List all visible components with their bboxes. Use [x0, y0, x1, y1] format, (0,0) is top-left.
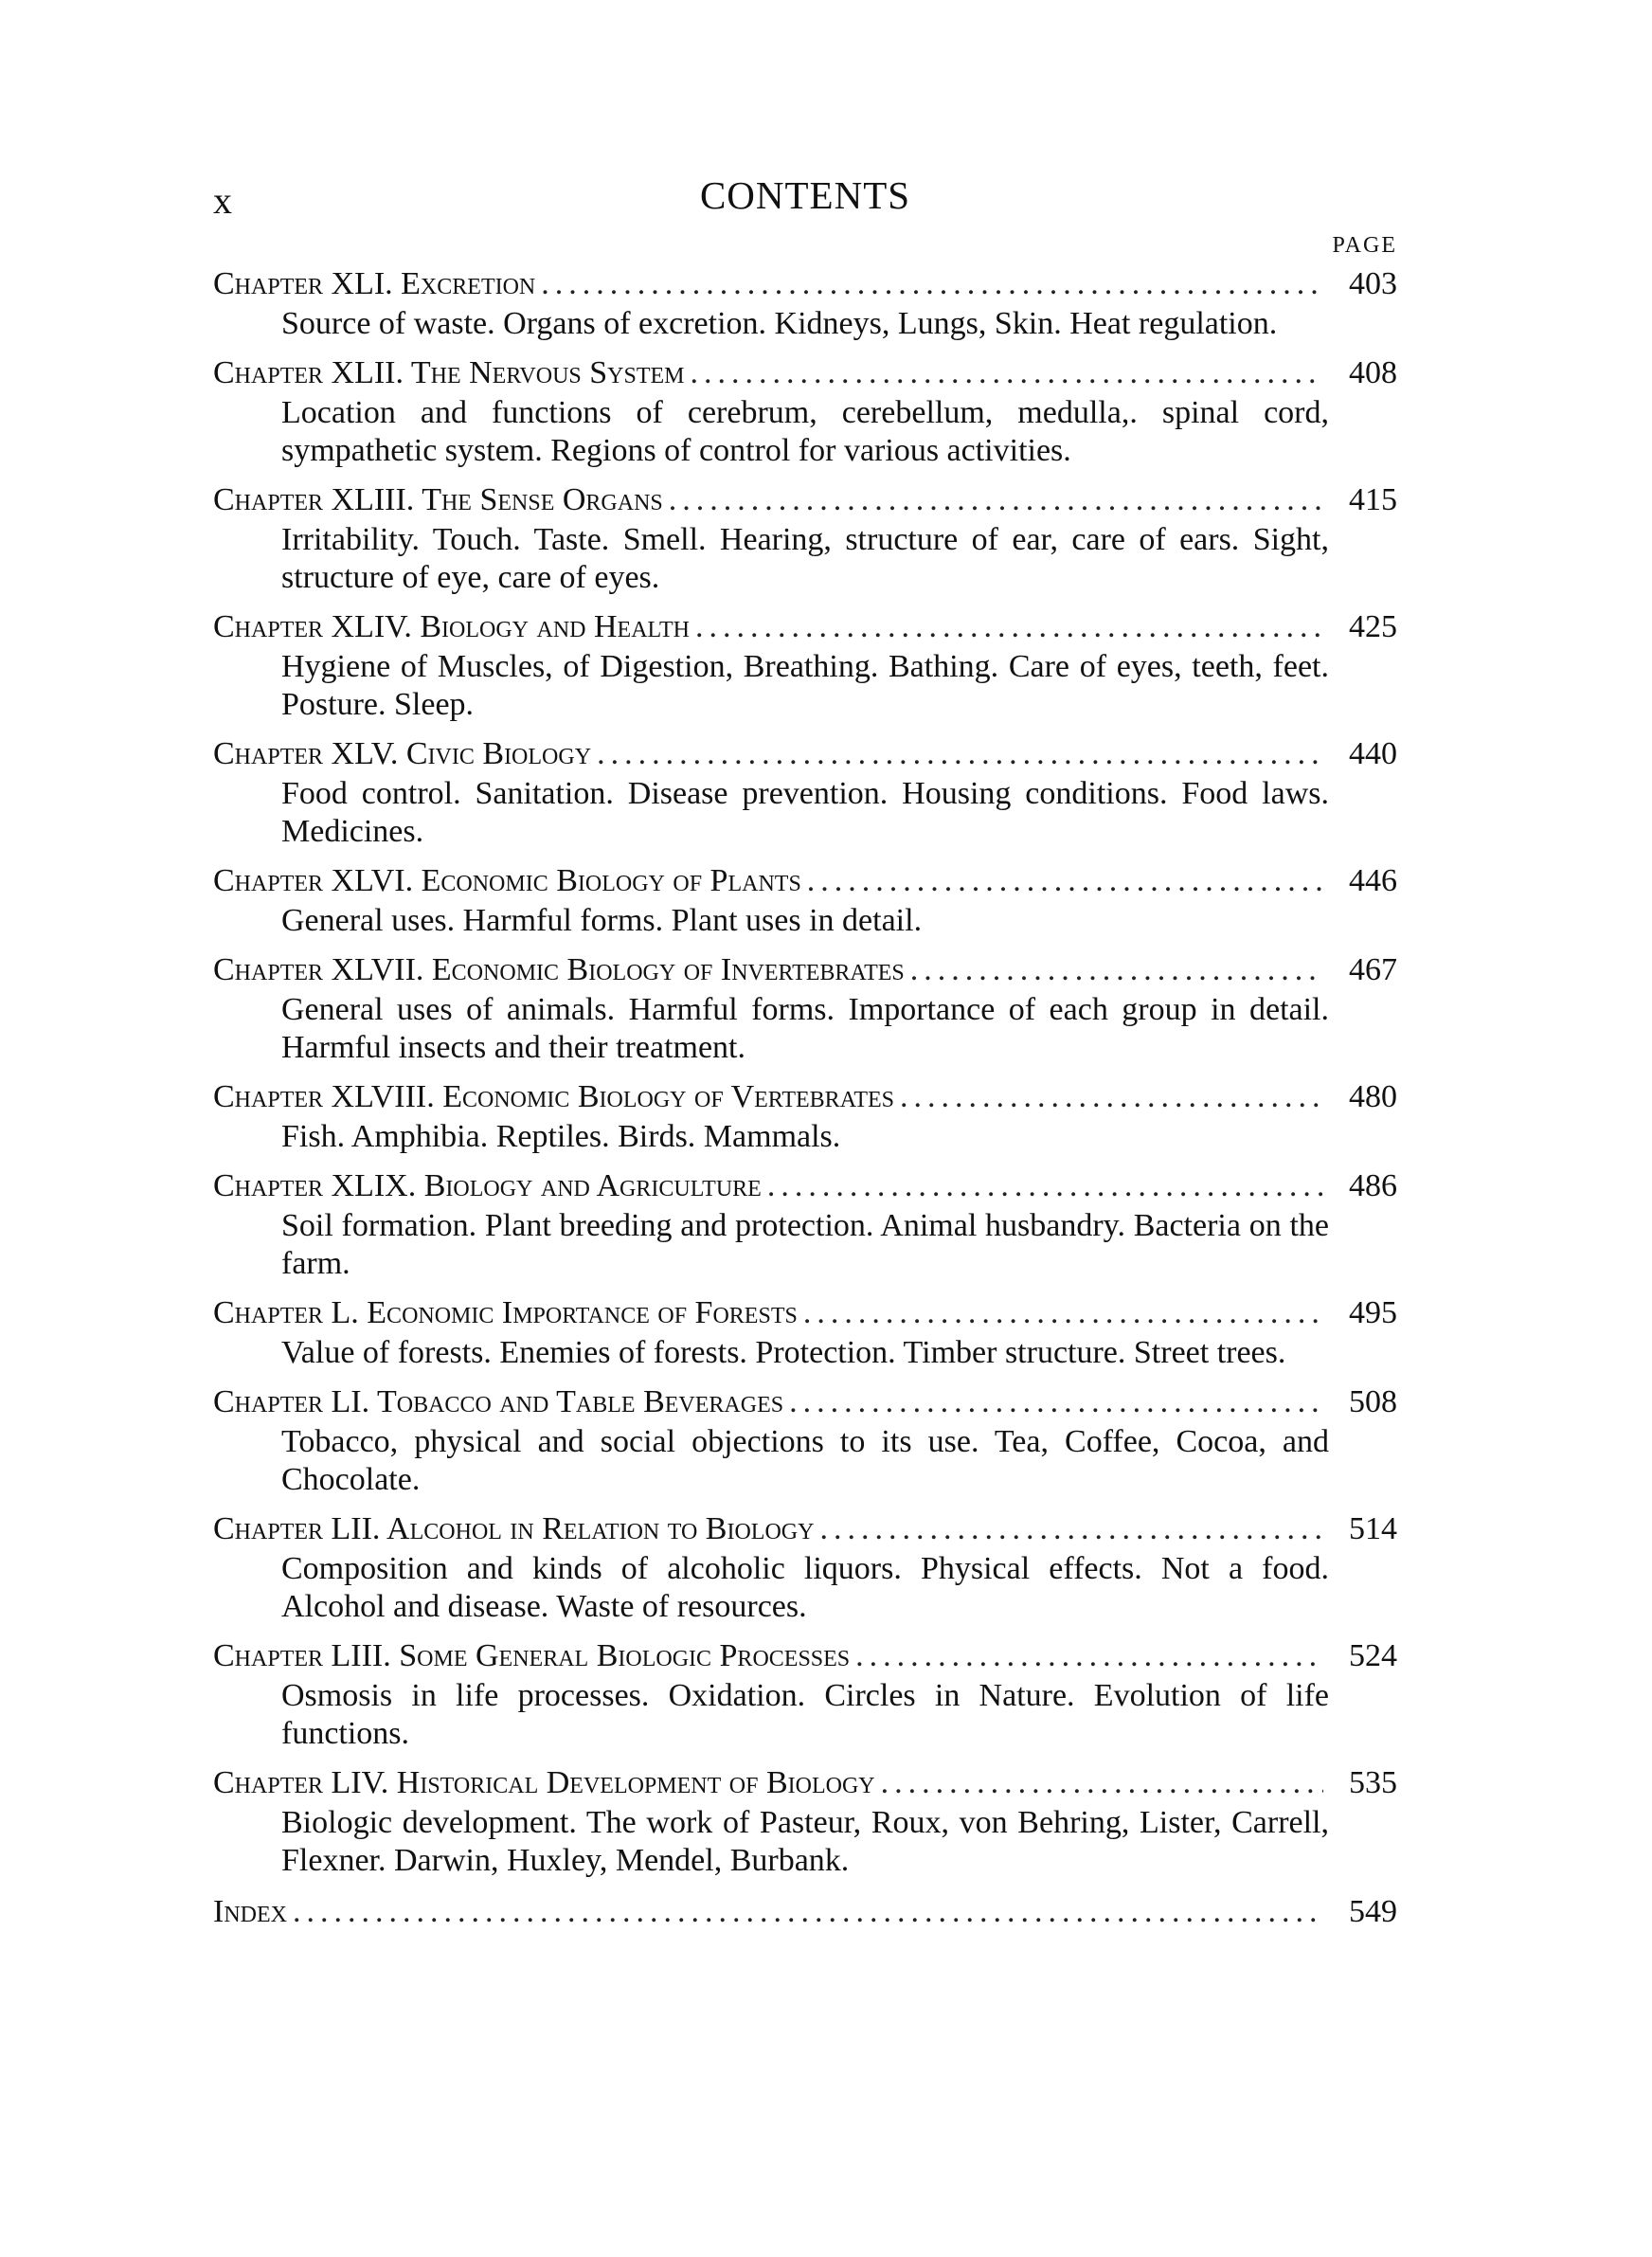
chapter-summary: Food control. Sanitation. Disease prevention. Housing conditions. Food laws. Medicines. — [281, 776, 1329, 849]
dot-leader — [881, 1762, 1323, 1804]
chapter-title: Chapter L. Economic Importance of Forests — [213, 1295, 798, 1330]
table-of-contents — [213, 233, 1397, 1942]
chapter-title: Chapter XLVII. Economic Biology of Invertebrates — [213, 952, 905, 987]
chapter-page-number: 480 — [1349, 1079, 1397, 1114]
chapter-summary: General uses. Harmful forms. Plant uses in detail. — [281, 903, 923, 938]
chapter-summary: Irritability. Touch. Taste. Smell. Hearing, structure of ear, care of ears. Sight, structure of eye, care of eyes. — [281, 522, 1329, 595]
toc-entry-line — [213, 1891, 1397, 1933]
dot-leader — [669, 479, 1323, 521]
page-header — [213, 172, 1397, 229]
chapter-summary: Biologic development. The work of Pasteur, Roux, von Behring, Lister, Carrell, Flexner. Darwin, Huxley, Mendel, Burbank. — [281, 1805, 1329, 1878]
toc-entry-line — [213, 1635, 1397, 1677]
toc-entry-line — [213, 1292, 1397, 1334]
page-title: CONTENTS — [699, 173, 911, 217]
chapter-page-number: 425 — [1349, 609, 1397, 644]
chapter-summary: Value of forests. Enemies of forests. Protection. Timber structure. Street trees. — [281, 1335, 1286, 1370]
dot-leader — [900, 1076, 1323, 1118]
toc-entry-line — [213, 606, 1397, 648]
toc-entry — [213, 1635, 1397, 1753]
dot-leader — [691, 352, 1323, 394]
dot-leader — [855, 1635, 1323, 1677]
chapter-title: Chapter XLII. The Nervous System — [213, 355, 685, 390]
toc-entry-line — [213, 263, 1397, 305]
chapter-summary: Tobacco, physical and social objections to its use. Tea, Coffee, Cocoa, and Chocolate. — [281, 1424, 1329, 1497]
toc-entry — [213, 352, 1397, 470]
dot-leader — [767, 1165, 1323, 1207]
toc-entry-line — [213, 1381, 1397, 1423]
dot-leader — [597, 733, 1323, 775]
toc-entry-line — [213, 1076, 1397, 1118]
chapter-page-number: 403 — [1349, 266, 1397, 301]
index-label: Index — [213, 1894, 287, 1929]
chapter-title: Chapter LI. Tobacco and Table Beverages — [213, 1384, 784, 1419]
chapter-title: Chapter LII. Alcohol in Relation to Biology — [213, 1511, 815, 1546]
dot-leader — [293, 1891, 1323, 1933]
toc-entry — [213, 733, 1397, 851]
dot-leader — [819, 1508, 1323, 1550]
page-column-label: PAGE — [1332, 233, 1397, 258]
dot-leader — [695, 606, 1323, 648]
toc-entry — [213, 1381, 1397, 1499]
chapter-title: Chapter LIII. Some General Biologic Processes — [213, 1638, 851, 1673]
toc-entry-line — [213, 733, 1397, 775]
dot-leader — [807, 860, 1323, 902]
dot-leader — [789, 1381, 1323, 1423]
toc-entry-line — [213, 479, 1397, 521]
toc-entry — [213, 860, 1397, 940]
chapter-page-number: 495 — [1349, 1295, 1397, 1330]
toc-entries — [213, 263, 1397, 1880]
toc-entry — [213, 1508, 1397, 1626]
chapter-title: Chapter XLVIII. Economic Biology of Vertebrates — [213, 1079, 895, 1114]
chapter-summary: Hygiene of Muscles, of Digestion, Breathing. Bathing. Care of eyes, teeth, feet. Posture. Sleep. — [281, 649, 1329, 722]
toc-entry — [213, 949, 1397, 1067]
page-folio: x — [213, 179, 232, 222]
chapter-title: Chapter XLVI. Economic Biology of Plants — [213, 863, 801, 898]
toc-entry — [213, 606, 1397, 724]
toc-index-entry — [213, 1891, 1397, 1933]
chapter-title: Chapter XLIX. Biology and Agriculture — [213, 1168, 762, 1203]
chapter-page-number: 508 — [1349, 1384, 1397, 1419]
dot-leader — [541, 263, 1323, 305]
chapter-summary: Source of waste. Organs of excretion. Kidneys, Lungs, Skin. Heat regulation. — [281, 306, 1278, 341]
toc-entry-line — [213, 860, 1397, 902]
toc-entry-line — [213, 1762, 1397, 1804]
toc-entry-line — [213, 352, 1397, 394]
chapter-page-number: 408 — [1349, 355, 1397, 390]
chapter-title: Chapter XLI. Excretion — [213, 266, 536, 301]
chapter-title: Chapter XLIV. Biology and Health — [213, 609, 690, 644]
chapter-summary: Composition and kinds of alcoholic liquors. Physical effects. Not a food. Alcohol and disease. Waste of resources. — [281, 1551, 1329, 1624]
chapter-page-number: 514 — [1349, 1511, 1397, 1546]
toc-entry — [213, 479, 1397, 597]
chapter-summary: Osmosis in life processes. Oxidation. Circles in Nature. Evolution of life functions. — [281, 1678, 1329, 1751]
toc-entry — [213, 1292, 1397, 1372]
chapter-page-number: 467 — [1349, 952, 1397, 987]
chapter-page-number: 446 — [1349, 863, 1397, 898]
toc-entry-line — [213, 949, 1397, 991]
chapter-page-number: 415 — [1349, 482, 1397, 517]
chapter-title: Chapter XLV. Civic Biology — [213, 736, 592, 771]
chapter-summary: Soil formation. Plant breeding and protection. Animal husbandry. Bacteria on the farm. — [281, 1208, 1329, 1281]
chapter-page-number: 524 — [1349, 1638, 1397, 1673]
chapter-summary: Fish. Amphibia. Reptiles. Birds. Mammals. — [281, 1119, 841, 1154]
toc-entry — [213, 263, 1397, 343]
toc-entry — [213, 1076, 1397, 1156]
dot-leader — [910, 949, 1323, 991]
dot-leader — [803, 1292, 1323, 1334]
toc-entry — [213, 1165, 1397, 1283]
chapter-summary: Location and functions of cerebrum, cerebellum, medulla,. spinal cord, sympathetic system. Regions of control for various activities. — [281, 395, 1329, 468]
index-page-number: 549 — [1349, 1894, 1397, 1929]
chapter-summary: General uses of animals. Harmful forms. Importance of each group in detail. Harmful insects and their treatment. — [281, 992, 1329, 1065]
toc-entry-line — [213, 1508, 1397, 1550]
toc-entry-line — [213, 1165, 1397, 1207]
chapter-page-number: 535 — [1349, 1765, 1397, 1800]
chapter-title: Chapter XLIII. The Sense Organs — [213, 482, 663, 517]
chapter-page-number: 486 — [1349, 1168, 1397, 1203]
toc-entry — [213, 1762, 1397, 1880]
chapter-page-number: 440 — [1349, 736, 1397, 771]
chapter-title: Chapter LIV. Historical Development of Biology — [213, 1765, 875, 1800]
